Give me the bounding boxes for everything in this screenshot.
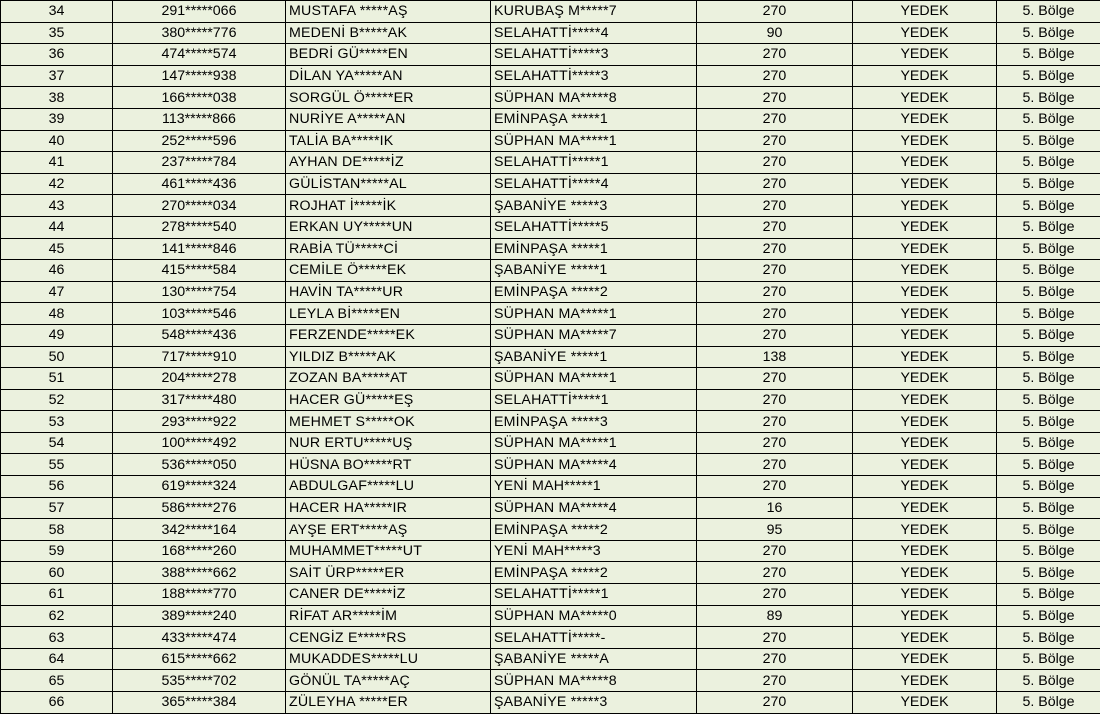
region-cell: 5. Bölge	[997, 22, 1100, 44]
row-number-cell: 34	[1, 1, 113, 23]
region-cell: 5. Bölge	[997, 303, 1100, 325]
address-cell: SELAHATTİ*****3	[491, 44, 697, 66]
region-cell: 5. Bölge	[997, 195, 1100, 217]
value-cell: 270	[697, 411, 853, 433]
id-number-cell: 270*****034	[113, 195, 286, 217]
address-cell: EMİNPAŞA *****2	[491, 519, 697, 541]
value-cell: 270	[697, 108, 853, 130]
table-row	[1, 432, 1100, 454]
name-cell: CENGİZ E*****RS	[286, 627, 491, 649]
region-cell: 5. Bölge	[997, 130, 1100, 152]
region-cell: 5. Bölge	[997, 540, 1100, 562]
name-cell: DİLAN YA*****AN	[286, 65, 491, 87]
region-cell: 5. Bölge	[997, 87, 1100, 109]
value-cell: 270	[697, 260, 853, 282]
table-row	[1, 670, 1100, 692]
value-cell: 270	[697, 476, 853, 498]
name-cell: HAVİN TA*****UR	[286, 281, 491, 303]
row-number-cell: 53	[1, 411, 113, 433]
status-cell: YEDEK	[853, 108, 997, 130]
id-number-cell: 130*****754	[113, 281, 286, 303]
id-number-cell: 113*****866	[113, 108, 286, 130]
row-number-cell: 64	[1, 648, 113, 670]
row-number-cell: 40	[1, 130, 113, 152]
row-number-cell: 61	[1, 584, 113, 606]
value-cell: 270	[697, 692, 853, 714]
id-number-cell: 548*****436	[113, 324, 286, 346]
name-cell: CEMİLE Ö*****EK	[286, 260, 491, 282]
row-number-cell: 41	[1, 152, 113, 174]
table-body	[1, 1, 1100, 714]
region-cell: 5. Bölge	[997, 454, 1100, 476]
table-row	[1, 605, 1100, 627]
status-cell: YEDEK	[853, 605, 997, 627]
name-cell: NURİYE A*****AN	[286, 108, 491, 130]
id-number-cell: 474*****574	[113, 44, 286, 66]
row-number-cell: 49	[1, 324, 113, 346]
address-cell: ŞABANİYE *****A	[491, 648, 697, 670]
name-cell: ZÜLEYHA *****ER	[286, 692, 491, 714]
name-cell: YILDIZ B*****AK	[286, 346, 491, 368]
name-cell: CANER DE*****İZ	[286, 584, 491, 606]
status-cell: YEDEK	[853, 540, 997, 562]
name-cell: RABİA TÜ*****Cİ	[286, 238, 491, 260]
status-cell: YEDEK	[853, 173, 997, 195]
region-cell: 5. Bölge	[997, 670, 1100, 692]
address-cell: KURUBAŞ M*****7	[491, 1, 697, 23]
id-number-cell: 717*****910	[113, 346, 286, 368]
table-row	[1, 389, 1100, 411]
value-cell: 270	[697, 584, 853, 606]
row-number-cell: 56	[1, 476, 113, 498]
name-cell: NUR ERTU*****UŞ	[286, 432, 491, 454]
status-cell: YEDEK	[853, 432, 997, 454]
row-number-cell: 58	[1, 519, 113, 541]
id-number-cell: 252*****596	[113, 130, 286, 152]
status-cell: YEDEK	[853, 130, 997, 152]
row-number-cell: 44	[1, 216, 113, 238]
value-cell: 270	[697, 173, 853, 195]
value-cell: 270	[697, 238, 853, 260]
table-row	[1, 540, 1100, 562]
id-number-cell: 204*****278	[113, 368, 286, 390]
region-cell: 5. Bölge	[997, 584, 1100, 606]
table-row	[1, 368, 1100, 390]
status-cell: YEDEK	[853, 152, 997, 174]
address-cell: SELAHATTİ*****4	[491, 22, 697, 44]
name-cell: MEDENİ B*****AK	[286, 22, 491, 44]
table-row	[1, 152, 1100, 174]
address-cell: SÜPHAN MA*****1	[491, 303, 697, 325]
table-row	[1, 411, 1100, 433]
region-cell: 5. Bölge	[997, 368, 1100, 390]
name-cell: HÜSNA BO*****RT	[286, 454, 491, 476]
address-cell: ŞABANİYE *****1	[491, 346, 697, 368]
value-cell: 270	[697, 454, 853, 476]
name-cell: TALİA BA*****IK	[286, 130, 491, 152]
id-number-cell: 415*****584	[113, 260, 286, 282]
status-cell: YEDEK	[853, 324, 997, 346]
region-cell: 5. Bölge	[997, 108, 1100, 130]
status-cell: YEDEK	[853, 584, 997, 606]
address-cell: SÜPHAN MA*****0	[491, 605, 697, 627]
value-cell: 90	[697, 22, 853, 44]
value-cell: 270	[697, 389, 853, 411]
value-cell: 16	[697, 497, 853, 519]
id-number-cell: 147*****938	[113, 65, 286, 87]
address-cell: SELAHATTİ*****1	[491, 584, 697, 606]
row-number-cell: 42	[1, 173, 113, 195]
table-row	[1, 173, 1100, 195]
status-cell: YEDEK	[853, 281, 997, 303]
table-row	[1, 65, 1100, 87]
region-cell: 5. Bölge	[997, 519, 1100, 541]
table-row	[1, 476, 1100, 498]
id-number-cell: 586*****276	[113, 497, 286, 519]
region-cell: 5. Bölge	[997, 1, 1100, 23]
row-number-cell: 46	[1, 260, 113, 282]
address-cell: SÜPHAN MA*****8	[491, 87, 697, 109]
status-cell: YEDEK	[853, 44, 997, 66]
value-cell: 138	[697, 346, 853, 368]
id-number-cell: 342*****164	[113, 519, 286, 541]
table-row	[1, 195, 1100, 217]
status-cell: YEDEK	[853, 260, 997, 282]
row-number-cell: 60	[1, 562, 113, 584]
name-cell: MUKADDES*****LU	[286, 648, 491, 670]
status-cell: YEDEK	[853, 238, 997, 260]
row-number-cell: 39	[1, 108, 113, 130]
status-cell: YEDEK	[853, 368, 997, 390]
value-cell: 270	[697, 368, 853, 390]
value-cell: 270	[697, 670, 853, 692]
address-cell: SÜPHAN MA*****1	[491, 130, 697, 152]
region-cell: 5. Bölge	[997, 65, 1100, 87]
address-cell: EMİNPAŞA *****2	[491, 562, 697, 584]
value-cell: 270	[697, 44, 853, 66]
value-cell: 270	[697, 216, 853, 238]
table-row	[1, 238, 1100, 260]
table-row	[1, 260, 1100, 282]
name-cell: FERZENDE*****EK	[286, 324, 491, 346]
value-cell: 270	[697, 303, 853, 325]
table-row	[1, 87, 1100, 109]
row-number-cell: 45	[1, 238, 113, 260]
row-number-cell: 54	[1, 432, 113, 454]
address-cell: EMİNPAŞA *****1	[491, 238, 697, 260]
address-cell: SELAHATTİ*****3	[491, 65, 697, 87]
table-row	[1, 584, 1100, 606]
address-cell: ŞABANİYE *****1	[491, 260, 697, 282]
status-cell: YEDEK	[853, 195, 997, 217]
table-row	[1, 1, 1100, 23]
id-number-cell: 317*****480	[113, 389, 286, 411]
address-cell: SÜPHAN MA*****4	[491, 497, 697, 519]
id-number-cell: 615*****662	[113, 648, 286, 670]
id-number-cell: 536*****050	[113, 454, 286, 476]
status-cell: YEDEK	[853, 22, 997, 44]
address-cell: ŞABANİYE *****3	[491, 195, 697, 217]
region-cell: 5. Bölge	[997, 627, 1100, 649]
id-number-cell: 237*****784	[113, 152, 286, 174]
id-number-cell: 365*****384	[113, 692, 286, 714]
id-number-cell: 380*****776	[113, 22, 286, 44]
name-cell: GÜLİSTAN*****AL	[286, 173, 491, 195]
address-cell: SÜPHAN MA*****1	[491, 368, 697, 390]
id-number-cell: 141*****846	[113, 238, 286, 260]
value-cell: 270	[697, 324, 853, 346]
row-number-cell: 37	[1, 65, 113, 87]
region-cell: 5. Bölge	[997, 497, 1100, 519]
id-number-cell: 168*****260	[113, 540, 286, 562]
address-cell: EMİNPAŞA *****3	[491, 411, 697, 433]
status-cell: YEDEK	[853, 346, 997, 368]
table-row	[1, 562, 1100, 584]
table-row	[1, 303, 1100, 325]
value-cell: 270	[697, 627, 853, 649]
value-cell: 270	[697, 540, 853, 562]
table-row	[1, 108, 1100, 130]
row-number-cell: 38	[1, 87, 113, 109]
name-cell: MUHAMMET*****UT	[286, 540, 491, 562]
id-number-cell: 389*****240	[113, 605, 286, 627]
region-cell: 5. Bölge	[997, 411, 1100, 433]
value-cell: 270	[697, 281, 853, 303]
table-row	[1, 454, 1100, 476]
row-number-cell: 63	[1, 627, 113, 649]
id-number-cell: 291*****066	[113, 1, 286, 23]
table-row	[1, 130, 1100, 152]
row-number-cell: 35	[1, 22, 113, 44]
value-cell: 270	[697, 562, 853, 584]
region-cell: 5. Bölge	[997, 44, 1100, 66]
region-cell: 5. Bölge	[997, 152, 1100, 174]
name-cell: ROJHAT İ*****İK	[286, 195, 491, 217]
status-cell: YEDEK	[853, 562, 997, 584]
table-row	[1, 216, 1100, 238]
name-cell: ABDULGAF*****LU	[286, 476, 491, 498]
table-row	[1, 281, 1100, 303]
status-cell: YEDEK	[853, 497, 997, 519]
row-number-cell: 47	[1, 281, 113, 303]
value-cell: 270	[697, 65, 853, 87]
row-number-cell: 57	[1, 497, 113, 519]
address-cell: SÜPHAN MA*****1	[491, 432, 697, 454]
address-cell: SELAHATTİ*****1	[491, 389, 697, 411]
value-cell: 89	[697, 605, 853, 627]
region-cell: 5. Bölge	[997, 648, 1100, 670]
name-cell: GÖNÜL TA*****AÇ	[286, 670, 491, 692]
row-number-cell: 55	[1, 454, 113, 476]
value-cell: 270	[697, 1, 853, 23]
value-cell: 95	[697, 519, 853, 541]
table-row	[1, 519, 1100, 541]
row-number-cell: 48	[1, 303, 113, 325]
region-cell: 5. Bölge	[997, 562, 1100, 584]
region-cell: 5. Bölge	[997, 238, 1100, 260]
address-cell: SELAHATTİ*****-	[491, 627, 697, 649]
table-row	[1, 627, 1100, 649]
name-cell: RİFAT AR*****İM	[286, 605, 491, 627]
region-cell: 5. Bölge	[997, 216, 1100, 238]
row-number-cell: 59	[1, 540, 113, 562]
id-number-cell: 461*****436	[113, 173, 286, 195]
id-number-cell: 388*****662	[113, 562, 286, 584]
status-cell: YEDEK	[853, 411, 997, 433]
id-number-cell: 103*****546	[113, 303, 286, 325]
table-row	[1, 692, 1100, 714]
row-number-cell: 65	[1, 670, 113, 692]
name-cell: ZOZAN BA*****AT	[286, 368, 491, 390]
region-cell: 5. Bölge	[997, 476, 1100, 498]
address-cell: SÜPHAN MA*****8	[491, 670, 697, 692]
region-cell: 5. Bölge	[997, 605, 1100, 627]
region-cell: 5. Bölge	[997, 692, 1100, 714]
address-cell: EMİNPAŞA *****2	[491, 281, 697, 303]
id-number-cell: 293*****922	[113, 411, 286, 433]
value-cell: 270	[697, 87, 853, 109]
row-number-cell: 36	[1, 44, 113, 66]
row-number-cell: 66	[1, 692, 113, 714]
address-cell: EMİNPAŞA *****1	[491, 108, 697, 130]
row-number-cell: 52	[1, 389, 113, 411]
name-cell: LEYLA Bİ*****EN	[286, 303, 491, 325]
status-cell: YEDEK	[853, 519, 997, 541]
status-cell: YEDEK	[853, 670, 997, 692]
table-row	[1, 44, 1100, 66]
id-number-cell: 619*****324	[113, 476, 286, 498]
name-cell: HACER GÜ*****EŞ	[286, 389, 491, 411]
name-cell: BEDRİ GÜ*****EN	[286, 44, 491, 66]
status-cell: YEDEK	[853, 1, 997, 23]
region-cell: 5. Bölge	[997, 389, 1100, 411]
value-cell: 270	[697, 152, 853, 174]
region-cell: 5. Bölge	[997, 260, 1100, 282]
id-number-cell: 100*****492	[113, 432, 286, 454]
row-number-cell: 43	[1, 195, 113, 217]
address-cell: YENİ MAH*****3	[491, 540, 697, 562]
row-number-cell: 51	[1, 368, 113, 390]
address-cell: YENİ MAH*****1	[491, 476, 697, 498]
address-cell: SÜPHAN MA*****7	[491, 324, 697, 346]
status-cell: YEDEK	[853, 389, 997, 411]
status-cell: YEDEK	[853, 303, 997, 325]
region-cell: 5. Bölge	[997, 432, 1100, 454]
address-cell: SELAHATTİ*****4	[491, 173, 697, 195]
row-number-cell: 62	[1, 605, 113, 627]
name-cell: HACER HA*****IR	[286, 497, 491, 519]
name-cell: AYŞE ERT*****AŞ	[286, 519, 491, 541]
id-number-cell: 278*****540	[113, 216, 286, 238]
status-cell: YEDEK	[853, 454, 997, 476]
status-cell: YEDEK	[853, 87, 997, 109]
row-number-cell: 50	[1, 346, 113, 368]
name-cell: MEHMET S*****OK	[286, 411, 491, 433]
id-number-cell: 166*****038	[113, 87, 286, 109]
status-cell: YEDEK	[853, 216, 997, 238]
region-cell: 5. Bölge	[997, 173, 1100, 195]
id-number-cell: 535*****702	[113, 670, 286, 692]
address-cell: ŞABANİYE *****3	[491, 692, 697, 714]
region-cell: 5. Bölge	[997, 346, 1100, 368]
value-cell: 270	[697, 432, 853, 454]
name-cell: AYHAN DE*****İZ	[286, 152, 491, 174]
name-cell: SORGÜL Ö*****ER	[286, 87, 491, 109]
value-cell: 270	[697, 130, 853, 152]
table-row	[1, 346, 1100, 368]
table-row	[1, 648, 1100, 670]
id-number-cell: 433*****474	[113, 627, 286, 649]
table-row	[1, 497, 1100, 519]
status-cell: YEDEK	[853, 627, 997, 649]
address-cell: SELAHATTİ*****5	[491, 216, 697, 238]
region-cell: 5. Bölge	[997, 281, 1100, 303]
region-cell: 5. Bölge	[997, 324, 1100, 346]
address-cell: SELAHATTİ*****1	[491, 152, 697, 174]
address-cell: SÜPHAN MA*****4	[491, 454, 697, 476]
status-cell: YEDEK	[853, 65, 997, 87]
status-cell: YEDEK	[853, 692, 997, 714]
value-cell: 270	[697, 195, 853, 217]
status-cell: YEDEK	[853, 648, 997, 670]
status-cell: YEDEK	[853, 476, 997, 498]
id-number-cell: 188*****770	[113, 584, 286, 606]
value-cell: 270	[697, 648, 853, 670]
table-row	[1, 324, 1100, 346]
name-cell: SAİT ÜRP*****ER	[286, 562, 491, 584]
name-cell: ERKAN UY*****UN	[286, 216, 491, 238]
name-cell: MUSTAFA *****AŞ	[286, 1, 491, 23]
table-row	[1, 22, 1100, 44]
